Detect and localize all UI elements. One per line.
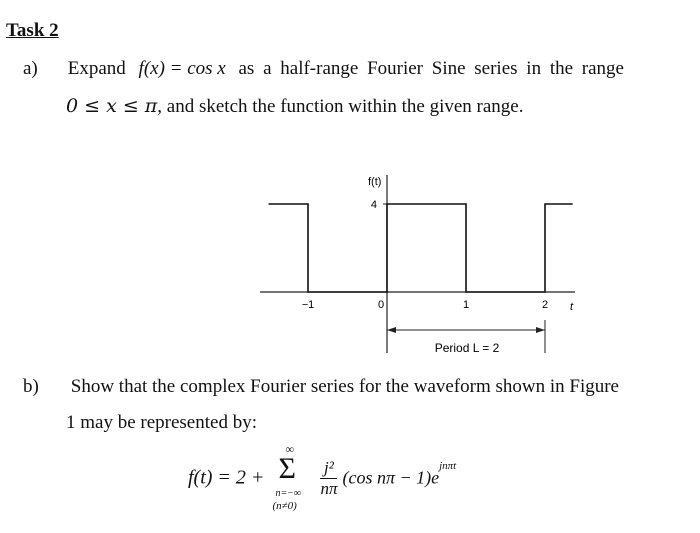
y-axis-label: f(t) (368, 176, 382, 188)
sum-lower-limit: n=−∞ (275, 488, 302, 499)
part-a-function: f(x) = cos x (138, 58, 226, 79)
x-tick-label: 2 (541, 299, 549, 311)
part-a-range: 0 ≤ x ≤ π (66, 95, 158, 117)
formula-tail: (cos nπ − 1)e (342, 467, 440, 488)
task-title: Task 2 (6, 20, 59, 41)
part-a-line2-rest: , and sketch the function within the given range. (157, 96, 524, 117)
summation-block (269, 442, 315, 512)
x-tick-label: 1 (462, 299, 470, 311)
part-b-line-2: 1 may be represented by: (66, 412, 257, 433)
part-b-line-1 (23, 376, 619, 398)
sum-condition: (n≠0) (272, 500, 297, 512)
part-b-line1-text: Show that the complex Fourier series for the waveform shown in Figure (70, 376, 619, 397)
part-b-label: b) (23, 376, 39, 397)
period-arrow-left-head (387, 327, 396, 333)
y-tick-label: 4 (370, 199, 377, 211)
part-a-expand-text: Expand (67, 58, 126, 79)
part-a-label: a) (23, 58, 38, 79)
sum-upper-limit: ∞ (285, 442, 294, 456)
formula-fraction (320, 458, 337, 499)
x-tick-label: 0 (377, 299, 385, 311)
fraction-denominator: nπ (320, 478, 338, 498)
part-a-line-1 (23, 58, 624, 80)
period-label: Period L = 2 (434, 341, 500, 355)
x-tick-label: −1 (301, 299, 315, 311)
part-a-line1-rest: as a half-range Fourier Sine series in the range (238, 58, 624, 79)
square-waveform (269, 204, 573, 292)
formula-exponent: jnπt (439, 460, 457, 472)
formula-lhs: f(t) = 2 + (188, 466, 265, 489)
fourier-formula (188, 442, 457, 512)
part-a-line-2 (66, 95, 523, 118)
square-wave-figure (255, 170, 585, 360)
x-axis-label: t (570, 301, 574, 313)
period-arrow-right-head (536, 327, 545, 333)
fraction-numerator: j² (320, 458, 337, 479)
sum-symbol: Σ (278, 452, 296, 485)
x-ticks (302, 299, 548, 311)
